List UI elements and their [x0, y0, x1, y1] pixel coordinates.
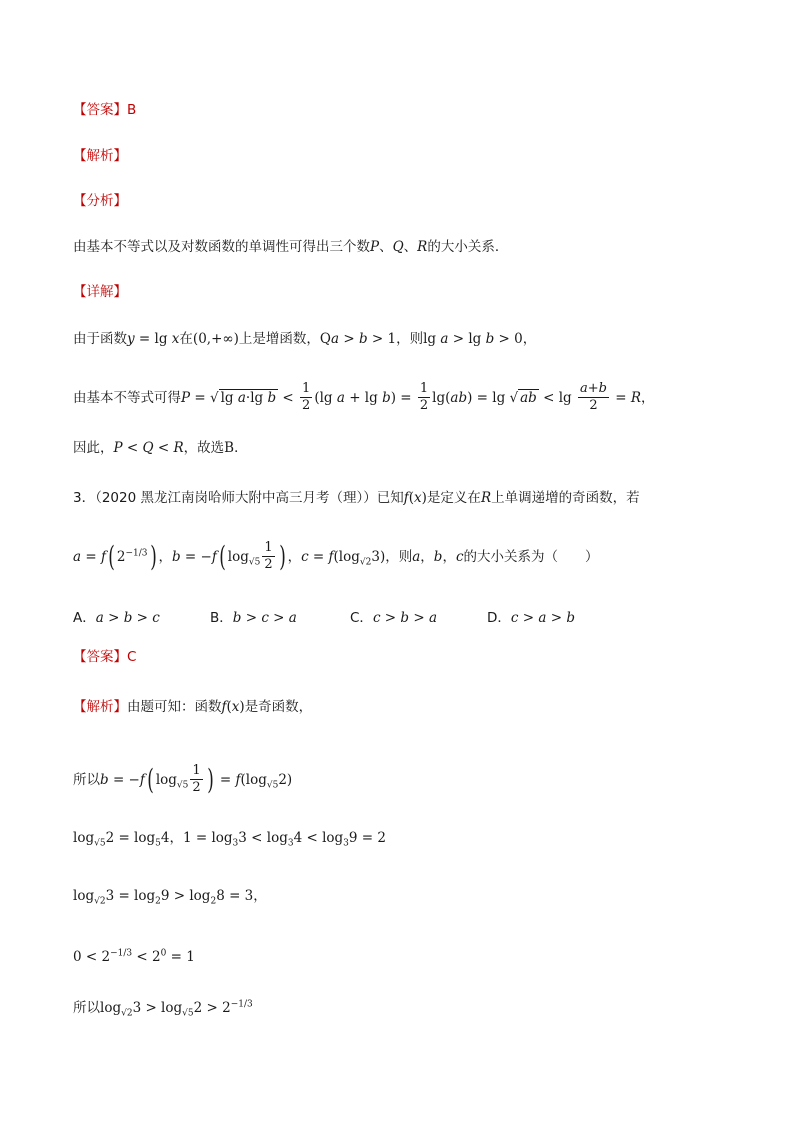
analysis-2-step-1: 所以b = −f( $\log_{√5}$ $\frac{1}{2}$ ) = $f(\log_{√5}2)$	[73, 762, 293, 796]
fenxi-text-b: 的大小关系．	[427, 239, 509, 255]
fenxi-tag: 【分析】	[73, 193, 127, 209]
analysis-2-line: 【解析】由题可知：函数f(x)是奇函数，	[73, 699, 313, 715]
analysis-2-step-5: 所以$\log_{√2}3 > \log_{√5}2 > 2^{-1/3}$	[73, 999, 253, 1019]
solution-step-3: 因此，P < Q < R，故选B．	[73, 440, 248, 456]
solution-step-1: 由于函数y = lg x在(0,+∞)上是增函数，Qa > b > 1，则lg a > lg b > 0，	[73, 331, 537, 347]
solution-step-2: 由基本不等式可得P = √ lg a·lg b < $\frac{1}{2}$ (lg a + lg b) = $\frac{1}{2}$ lg(ab) = lg √ ab < lg $\frac{a+b}{2}$ = R，	[73, 381, 655, 414]
analysis-tag: 【解析】	[73, 148, 127, 164]
fenxi-text: 由基本不等式以及对数函数的单调性可得出三个数P、Q、R的大小关系．	[73, 239, 509, 255]
answer-line-1	[73, 104, 136, 118]
xiangjie-tag: 【详解】	[73, 284, 127, 300]
answer-value: B	[127, 102, 137, 118]
option-a[interactable]: A．a > b > c	[73, 610, 160, 626]
analysis-2-step-2: $\log_{√5}2 = \log_54$，$1 = \log_33 < \log_34 < \log_39 = 2$	[73, 830, 386, 849]
answer-tag: 【答案】	[73, 102, 127, 118]
analysis-2-step-4: $0 < 2^{-1/3} < 2^0 = 1$	[73, 948, 195, 965]
option-c[interactable]: C．c > b > a	[350, 610, 438, 626]
question-3-line-1: 3．（2020 黑龙江南岗哈师大附中高三月考（理））已知f(x)是定义在R上单调递增的奇函数，若	[73, 490, 640, 506]
question-3-line-2: a = f( $2^{-1/3}$) ，b = −f( $\log_{√5}$ $\frac{1}{2}$ ) ，$c = f(\log_{√2}3)$，则a，b，c的大小关系为（ ）	[73, 539, 599, 573]
analysis-2-step-3: $\log_{√2}3 = \log_29 > \log_28 = 3$，	[73, 888, 267, 907]
fenxi-text-a: 由基本不等式以及对数函数的单调性可得出三个数	[73, 239, 370, 255]
option-b[interactable]: B．b > c > a	[210, 610, 297, 626]
option-d[interactable]: D．c > a > b	[487, 610, 575, 626]
answer-line-2: 【答案】C	[73, 649, 137, 665]
